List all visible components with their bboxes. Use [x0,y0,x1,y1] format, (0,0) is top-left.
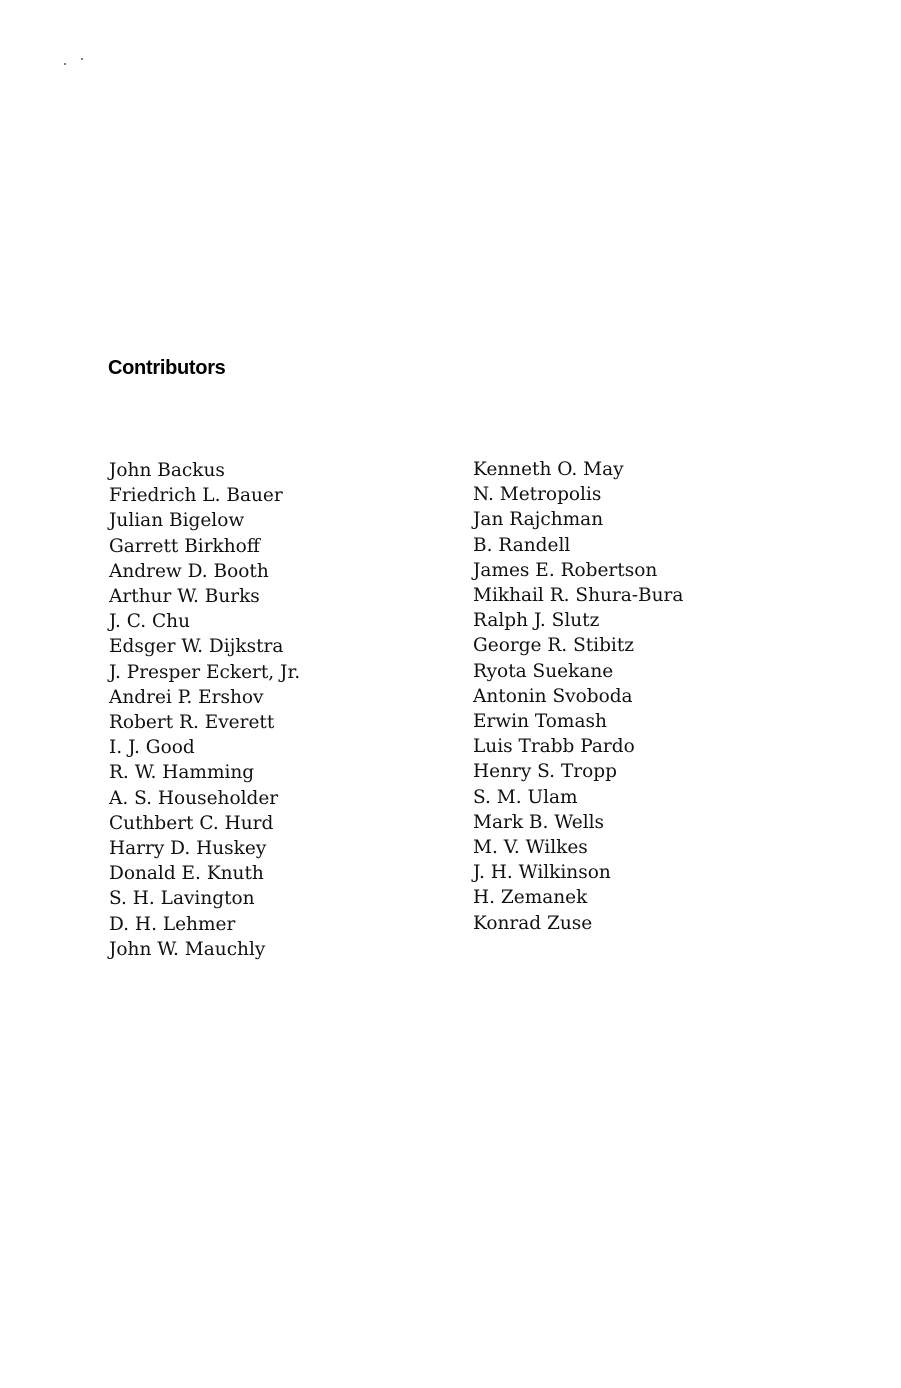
contributor-name: B. Randell [473,534,571,556]
contributor-name: Cuthbert C. Hurd [109,812,274,834]
contributor-name: Harry D. Huskey [109,838,267,860]
contributor-name: Garrett Birkhoff [109,535,260,557]
page-heading: Contributors [108,357,226,379]
contributor-name: John W. Mauchly [109,938,266,960]
contributor-name: Luis Trabb Pardo [473,736,635,758]
contributor-name: I. J. Good [109,737,195,759]
contributor-name: Mark B. Wells [473,811,605,833]
contributor-name: James E. Robertson [473,559,658,581]
scan-speck [64,63,66,65]
contributor-name: S. M. Ulam [473,786,578,808]
contributors-list-right [473,457,683,936]
contributor-name: Donald E. Knuth [109,863,264,885]
contributor-name: A. S. Householder [109,787,279,809]
contributors-list-left [109,458,300,962]
contributor-name: S. H. Lavington [109,888,255,910]
contributor-name: Edsger W. Dijkstra [109,636,284,658]
scan-speck [81,58,83,60]
contributor-name: N. Metropolis [473,484,602,506]
contributor-name: Julian Bigelow [109,510,245,532]
contributor-name: D. H. Lehmer [109,913,236,935]
contributor-name: Robert R. Everett [109,712,275,734]
contributor-name: Henry S. Tropp [473,761,617,783]
contributor-name: George R. Stibitz [473,635,635,657]
contributor-name: Ralph J. Slutz [473,610,600,632]
contributor-name: Jan Rajchman [473,509,604,531]
contributor-name: Andrew D. Booth [109,560,269,582]
contributor-name: Antonin Svoboda [473,685,633,707]
contributor-name: Kenneth O. May [473,459,624,480]
contributor-name: Andrei P. Ershov [109,686,264,708]
contributor-name: Arthur W. Burks [109,586,260,608]
contributor-name: H. Zemanek [473,887,588,909]
contributor-name: M. V. Wilkes [473,837,588,859]
contributor-name: John Backus [109,460,225,481]
contributor-name: J. Presper Eckert, Jr. [109,661,301,683]
contributor-name: J. H. Wilkinson [473,862,611,884]
contributor-name: Konrad Zuse [473,912,593,934]
contributor-name: Mikhail R. Shura-Bura [473,585,684,607]
contributor-name: Friedrich L. Bauer [109,485,283,507]
contributor-name: Ryota Suekane [473,660,614,682]
contributor-name: J. C. Chu [109,611,190,633]
scan-specks [60,56,90,68]
contributor-name: R. W. Hamming [109,762,255,784]
contributor-name: Erwin Tomash [473,711,607,733]
